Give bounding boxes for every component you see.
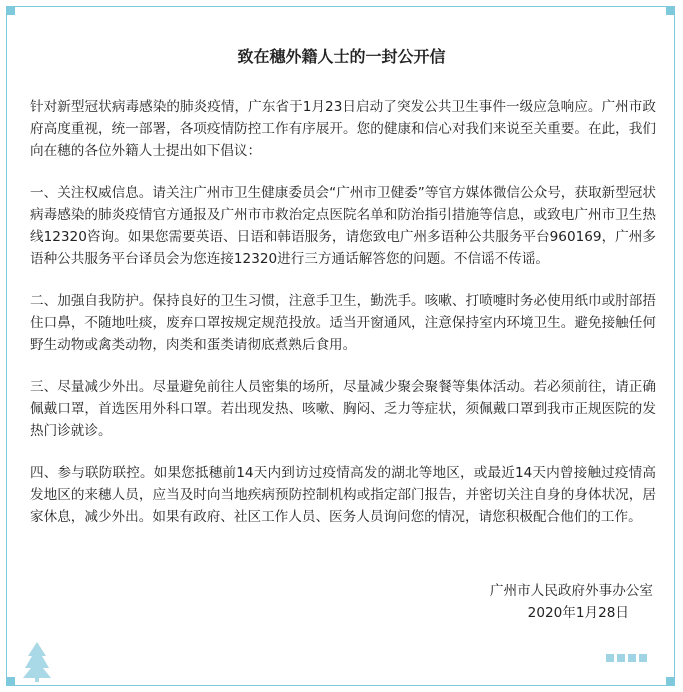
dot — [606, 654, 614, 662]
signature-block — [490, 580, 653, 624]
frame-corner-bottom-right — [666, 677, 674, 685]
paragraph-2: 二、加强自我防护。保持良好的卫生习惯，注意手卫生，勤洗手。咳嗽、打喷嚏时务必使用纸巾或肘部捂住口鼻，不随地吐痰，废弃口罩按规定规范投放。适当开窗通风，注意保持室内环境卫生。避免接触任何野生动物或禽类动物，肉类和蛋类请彻底煮熟后食用。 — [30, 293, 656, 353]
signature-org: 广州市人民政府外事办公室 — [489, 583, 653, 599]
dot — [628, 654, 636, 662]
frame-corner-bottom-left — [7, 677, 15, 685]
letter-title: 致在穗外籍人士的一封公开信 — [237, 47, 446, 66]
dot — [617, 654, 625, 662]
signature-date: 2020年1月28日 — [527, 605, 629, 621]
paragraph-intro: 针对新型冠状病毒感染的肺炎疫情，广东省于1月23日启动了突发公共卫生事件一级应急响应。广州市政府高度重视，统一部署，各项疫情防控工作有序展开。您的健康和信心对我们来说至关重要。在此，我们向在穗的各位外籍人士提出如下倡议： — [30, 99, 656, 159]
tree-icon — [22, 640, 52, 682]
frame-corner-top-right — [666, 7, 674, 15]
letter-body — [30, 96, 656, 548]
frame-corner-top-left — [7, 7, 15, 15]
paragraph-4: 四、参与联防联控。如果您抵穗前14天内到访过疫情高发的湖北等地区，或最近14天内曾接触过疫情高发地区的来穗人员，应当及时向当地疾病预防控制机构或指定部门报告，并密切关注自身的身体状况，居家休息，减少外出。如果有政府、社区工作人员、医务人员询问您的情况，请您积极配合他们的工作。 — [30, 465, 656, 525]
paragraph-1: 一、关注权威信息。请关注广州市卫生健康委员会“广州市卫健委”等官方媒体微信公众号，获取新型冠状病毒感染的肺炎疫情官方通报及广州市市救治定点医院名单和防治指引措施等信息，或致电广州市卫生热线12320咨询。如果您需要英语、日语和韩语服务，请您致电广州多语种公共服务平台960169，广州多语种公共服务平台译员会为您连接12320进行三方通话解答您的问题。不信谣不传谣。 — [30, 185, 656, 267]
dot — [639, 654, 647, 662]
dots-decoration — [606, 654, 647, 662]
paragraph-3: 三、尽量减少外出。尽量避免前往人员密集的场所，尽量减少聚会聚餐等集体活动。若必须前往，请正确佩戴口罩，首选医用外科口罩。若出现发热、咳嗽、胸闷、乏力等症状，须佩戴口罩到我市正规医院的发热门诊就诊。 — [30, 379, 656, 439]
